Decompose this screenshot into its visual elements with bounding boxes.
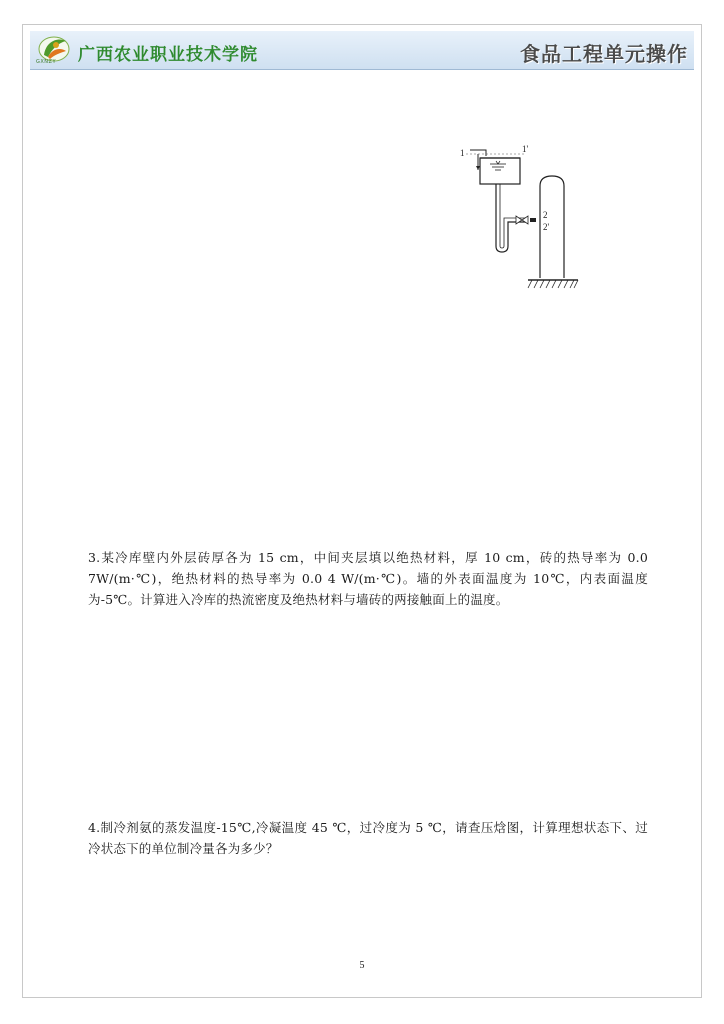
diagram-label-2-prime: 2' [543, 222, 550, 232]
diagram-label-1-prime: 1' [522, 144, 529, 154]
problem-4-text: 4.制冷剂氨的蒸发温度-15℃,冷凝温度 45 ℃，过冷度为 5 ℃，请查压焓图，计算理想状态下、过冷状态下的单位制冷量各为多少？ [88, 820, 648, 856]
problem-3-text: 3.某冷库壁内外层砖厚各为 15 cm，中间夹层填以绝热材料，厚 10 cm，砖的热导率为 0.0 7W/(m·℃)，绝热材料的热导率为 0.0 4 W/(m·℃)。墙的外表面温度为 10℃，内表面温度为-5℃。计算进入冷库的热流密度及绝热材料与墙砖的两接触面上的温度。 [88, 550, 648, 607]
diagram-label-2: 2 [543, 210, 548, 220]
valve-icon [516, 216, 522, 224]
ground-hatching [528, 280, 578, 288]
school-name: 广西农业职业技术学院 [78, 45, 258, 65]
page-header [30, 31, 694, 70]
head-tank [480, 158, 520, 184]
logo-caption: GXNZY [36, 59, 57, 65]
page-number: 5 [359, 960, 365, 971]
diagram-label-1: 1 [460, 148, 465, 158]
course-title: 食品工程单元操作 [520, 42, 688, 66]
tank-manometer-diagram [456, 142, 588, 298]
